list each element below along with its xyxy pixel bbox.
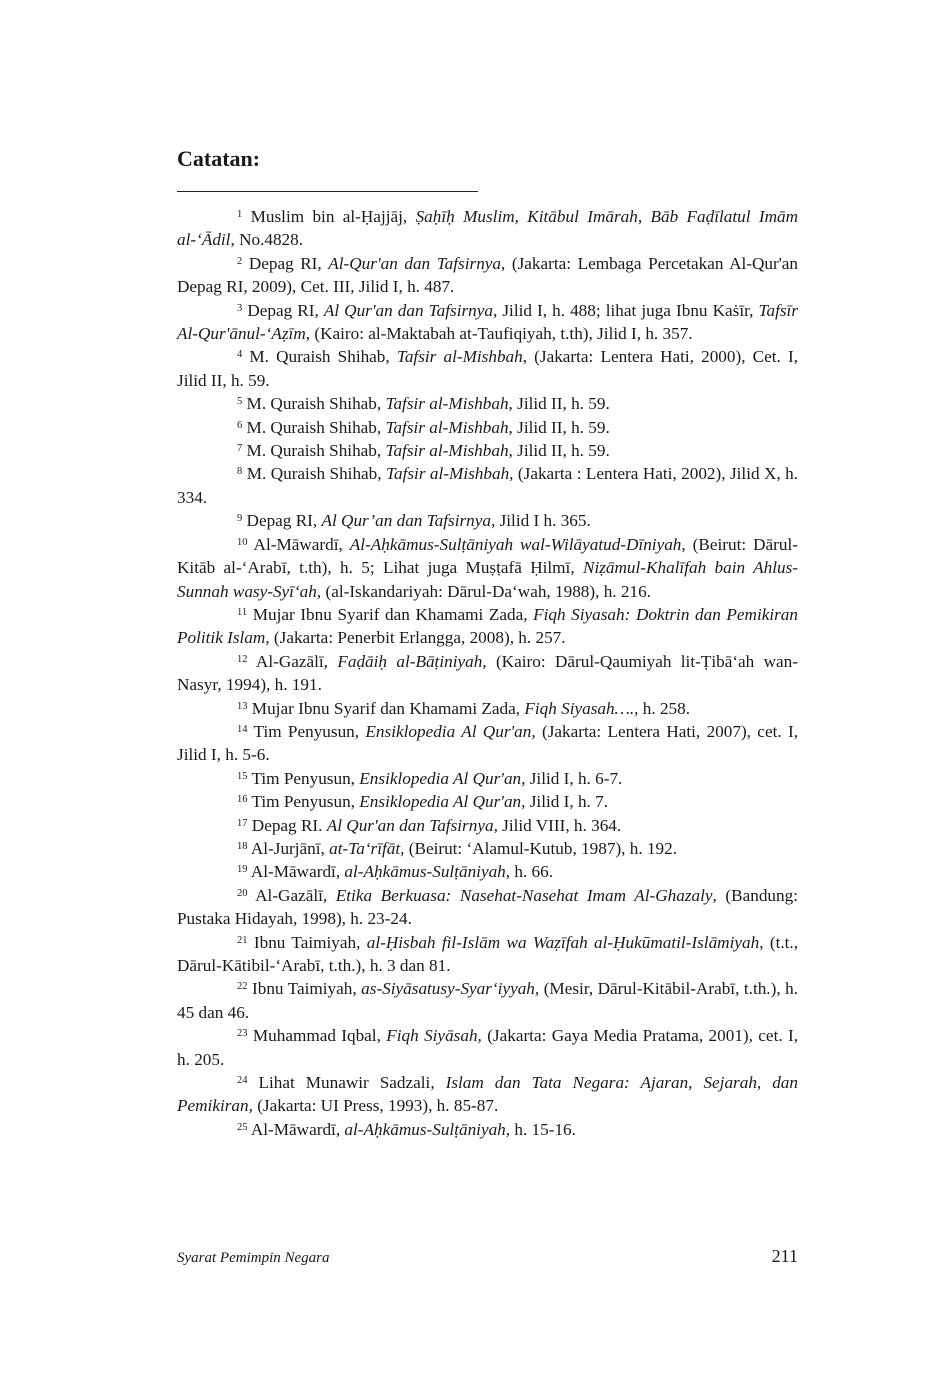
footnote-text: , (Jakarta: Lembaga Percetakan Al-Qur'an Depag RI, 2009), Cet. III, Jilid I, h. 487. [177, 253, 799, 297]
footnote [177, 509, 798, 532]
footnote-text: (Jakarta: Gaya Media Pratama, 2001), cet. I, h. 205. [177, 1026, 799, 1069]
footnote-text: , Jilid II, h. 59. [508, 394, 610, 414]
notes-heading: Catatan: [177, 146, 261, 171]
footnote [177, 860, 798, 883]
footnote [177, 931, 798, 978]
footnote-text: Al-Māwardī, [250, 862, 345, 882]
footnote-text: M. Quraish Shihab, [246, 417, 386, 437]
footnote [177, 837, 798, 860]
footnote-text: Ibnu Taimiyah, [253, 932, 367, 952]
footnote [177, 650, 798, 697]
footnote-number: 19 [237, 864, 248, 876]
footnote-text: Al-Māwardī, [253, 534, 350, 554]
footnote-title: al-Ḥisbah fil-Islām wa Waẓīfah al-Ḥukūmatil-Islāmiyah [366, 932, 760, 952]
footnote [177, 767, 798, 790]
footnote-number: 6 [237, 419, 243, 431]
footnote [177, 252, 798, 299]
footnote-text: (Jakarta: UI Press, 1993), h. 85-87. [252, 1096, 499, 1116]
footnote-title: Al Qur'an dan Tafsirnya [326, 815, 494, 835]
footnote-text: Mujar Ibnu Syarif dan Khamami Zada, [251, 698, 525, 718]
footnote [177, 533, 798, 603]
footnote-title: at-Ta‘rīfāt, [329, 838, 405, 858]
footnote [177, 205, 798, 252]
footnote-text: , (Jakarta: Lentera Hati, 2000), Cet. I, Jilid II, h. 59. [177, 347, 798, 390]
footnote-text: Jilid I, h. 7. [525, 792, 609, 812]
footnote-title: Tafsir al-Mishbah [396, 347, 523, 367]
footnote-text: , Jilid VIII, h. 364. [493, 815, 622, 835]
footnote-text: M. Quraish Shihab, [246, 464, 386, 484]
footnote-number: 4 [237, 349, 243, 361]
footnote-title: Islam dan Tata Negara: Ajaran, Sejarah, dan Pemikiran, [177, 1073, 798, 1116]
footnote-number: 9 [237, 513, 243, 525]
footnote [177, 299, 798, 346]
footnote-text: (Jakarta : Lentera Hati, 2002), Jilid X, h. 334. [177, 464, 799, 507]
footnote-text: Mujar Ibnu Syarif dan Khamami Zada, [252, 604, 534, 624]
footnote-number: 10 [237, 536, 248, 548]
footnote-number: 3 [237, 302, 243, 314]
footnote-text: Al-Jurjānī, [250, 838, 330, 858]
footnote [177, 416, 798, 439]
footnote-text: Tim Penyusun, [251, 768, 360, 788]
footnote-title: al-Aḥkāmus-Sulṭāniyah, [344, 1119, 511, 1139]
footnote-text: Depag RI. [251, 815, 327, 835]
footnote-title: as-Siyāsatusy-Syar‘iyyah, [361, 979, 540, 999]
footnote-title: Tafsir al-Mishbah [385, 394, 509, 414]
footnote-title: Niẓāmul-Khalīfah bain Ahlus-Sunnah wasy-Syī‘ah [177, 558, 799, 601]
footnote-text: , (Kairo: Dārul-Qaumiyah lit-Ṭibā‘ah wan-Nasyr, 1994), h. 191. [177, 651, 798, 695]
footnote [177, 1071, 798, 1118]
running-footer-title: Syarat Pemimpin Negara [177, 1250, 330, 1266]
footnote-title: Tafsīr Al-Qur'ānul-‘Aẓīm [177, 300, 799, 344]
footnote-text: Jilid I h. 365. [495, 511, 591, 531]
footnote-title: Ensiklopedia Al Qur'an, [359, 768, 526, 788]
footnote-title: Faḍāiḥ al-Bāṭiniyah [337, 651, 483, 671]
footnote-title: Al-Aḥkāmus-Sulṭāniyah wal-Wilāyatud-Dīniyah, [349, 534, 686, 554]
footnote-title: Tafsir al-Mishbah [385, 417, 509, 437]
footnote-number: 16 [237, 794, 248, 806]
footnote-text: (Jakarta: Penerbit Erlangga, 2008), h. 257. [269, 628, 566, 648]
footnote-text: Tim Penyusun, [253, 721, 366, 741]
footnote-title: Al Qur’an dan Tafsirnya, [321, 511, 496, 531]
footnote-number: 13 [237, 700, 248, 712]
footnote-title: Fiqh Siyāsah, [386, 1026, 482, 1046]
footnote-text: , Jilid II, h. 59. [508, 441, 610, 461]
footnote [177, 1118, 798, 1141]
footnote-text: , (Kairo: al-Maktabah at-Taufiqiyah, t.th), Jilid I, h. 357. [305, 324, 693, 344]
footnote [177, 977, 798, 1024]
footnote-text: , (Bandung: Pustaka Hidayah, 1998), h. 23-24. [177, 885, 798, 929]
footnote-text: Muhammad Iqbal, [252, 1026, 387, 1046]
footnote-number: 25 [237, 1121, 248, 1133]
footnote-number: 21 [237, 934, 248, 946]
footnote-title: Al Qur'an dan Tafsirnya [323, 300, 493, 320]
footnote [177, 697, 798, 720]
footnote-number: 8 [237, 466, 243, 478]
footnote-text: Muslim bin al-Ḥajjāj, [250, 207, 416, 226]
footnote-number: 5 [237, 396, 243, 408]
footnote-title: Ṣaḥīḥ Muslim, Kitābul Imārah, Bāb Faḍīlatul Imām al-‘Ādil [177, 207, 798, 250]
footnote-number: 18 [237, 840, 248, 852]
footnote-text: Ibnu Taimiyah, [252, 979, 362, 999]
footnote [177, 439, 798, 462]
footnote-title: Ensiklopedia Al Qur'an, [359, 792, 526, 812]
footnote-text: Depag RI, [247, 300, 324, 320]
footnote-title: Fiqh Siyasah…., [524, 698, 639, 718]
footnote-text: M. Quraish Shihab, [249, 347, 397, 367]
footnote-number: 12 [237, 653, 248, 665]
footnote-text: M. Quraish Shihab, [246, 394, 386, 414]
page-number: 211 [771, 1246, 798, 1266]
footnote [177, 345, 798, 392]
footnote [177, 392, 798, 415]
footnote-title: Fiqh Siyasah: Doktrin dan Pemikiran Politik Islam, [177, 604, 798, 648]
footnote-text: Tim Penyusun, [251, 792, 360, 812]
footnote-number: 23 [237, 1028, 248, 1040]
footnote-title: al-Aḥkāmus-Sulṭāniyah, [344, 862, 511, 882]
footnote-number: 14 [237, 723, 248, 735]
footnote-number: 22 [237, 981, 248, 993]
footnote-text: , (t.t., Dārul-Kātibil-‘Arabī, t.th.), h. 3 dan 81. [177, 932, 799, 975]
footnote-text: h. 15-16. [510, 1119, 576, 1139]
footnote [177, 814, 798, 837]
footnote-number: 2 [237, 255, 243, 267]
footnote-text: Al-Gazālī, [255, 885, 336, 905]
footnote-text: , Jilid II, h. 59. [508, 417, 610, 437]
footnote [177, 462, 798, 509]
footnote-text: h. 258. [638, 698, 691, 718]
footnote-text: , No.4828. [230, 230, 304, 250]
footnote-text: Jilid I, h. 6-7. [525, 768, 623, 788]
footnote [177, 720, 798, 767]
footnote-text: Depag RI, [248, 253, 329, 273]
footnote [177, 1024, 798, 1071]
footnote-number: 1 [237, 209, 243, 220]
footnote-title: Tafsir al-Mishbah, [386, 464, 514, 484]
footnote-title: Ensiklopedia Al Qur'an, [365, 721, 536, 741]
footnote [177, 603, 798, 650]
footnote [177, 884, 798, 931]
footnote-text: , (al-Iskandariyah: Dārul-Da‘wah, 1988), h. 216. [316, 581, 651, 601]
footnote-text: (Beirut: ‘Alamul-Kutub, 1987), h. 192. [404, 838, 678, 858]
footnote-text: M. Quraish Shihab, [246, 441, 386, 461]
footnote-text: Lihat Munawir Sadzali, [258, 1073, 446, 1093]
footnote-text: Depag RI, [246, 511, 322, 531]
footnote-text: (Beirut: Dārul-Kitāb al-‘Arabī, t.th), h. 5; Lihat juga Muṣṭafā Ḥilmī, [177, 534, 798, 578]
footnote-number: 11 [237, 606, 248, 618]
footnote-number: 20 [237, 887, 248, 899]
heading-rule [177, 191, 478, 192]
footnote-title: Al-Qur'an dan Tafsirnya [328, 253, 502, 273]
footnote-text: (Mesir, Dārul-Kitābil-Arabī, t.th.), h. 45 dan 46. [177, 979, 799, 1022]
footnote-number: 15 [237, 770, 248, 782]
footnote-text: , Jilid I, h. 488; lihat juga Ibnu Kaṡīr, [492, 300, 759, 320]
footnote-number: 17 [237, 817, 248, 829]
footnote-title: Tafsir al-Mishbah [385, 441, 509, 461]
footnote-text: Al-Gazālī, [255, 651, 338, 671]
footnote-text: h. 66. [510, 862, 554, 882]
footnote-number: 7 [237, 443, 243, 455]
footnote [177, 790, 798, 813]
footnote-number: 24 [237, 1075, 248, 1087]
footnote-text: Al-Māwardī, [250, 1119, 345, 1139]
footnote-title: Etika Berkuasa: Nasehat-Nasehat Imam Al-Ghazaly [335, 885, 713, 905]
footnote-text: (Jakarta: Lentera Hati, 2007), cet. I, Jilid I, h. 5-6. [177, 721, 799, 765]
footnotes-list [177, 205, 798, 1141]
